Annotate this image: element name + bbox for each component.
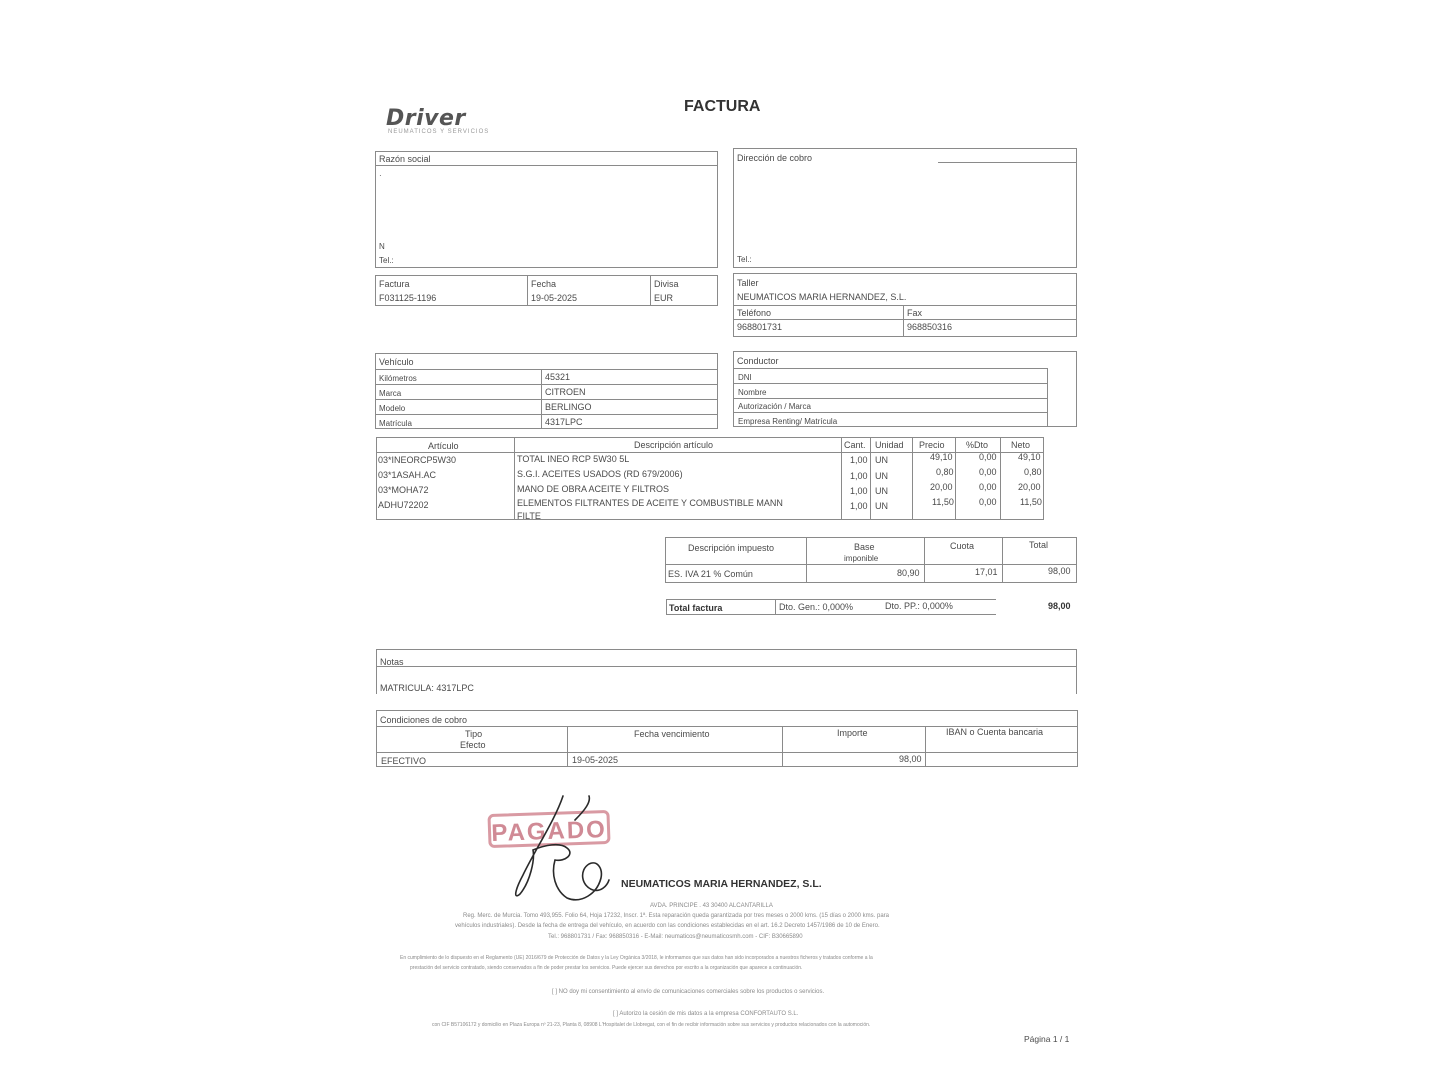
col-descripcion: Descripción artículo — [634, 440, 714, 450]
impuesto-col-cuota: Cuota — [950, 541, 975, 551]
table-row-4-precio: 11,50 — [932, 497, 954, 507]
footer-registro: Reg. Merc. de Murcia. Tomo 493,955. Folio 64, Hoja 17232, Inscr. 1ª. Esta reparación queda garantizada por tres meses o 2000 kms. (15 días o 2000 kms. para — [463, 913, 890, 919]
taller-telefono: 968801731 — [737, 322, 783, 332]
direccion-cobro-label: Dirección de cobro — [737, 153, 813, 163]
footer-lopd-1: En cumplimiento de lo dispuesto en el Reglamento (UE) 2016/679 de Protección de Datos y la Ley Orgánica 3/2018, le informamos que sus datos han sido incorporados a nuestros ficheros y tratados conforme a la — [400, 955, 873, 961]
table-row-1-neto: 49,10 — [1018, 452, 1041, 462]
table-row-2-cant: 1,00 — [850, 471, 868, 481]
impuesto-descripcion: ES. IVA 21 % Común — [668, 569, 753, 579]
notas-label: Notas — [380, 657, 404, 667]
condiciones-col-tipo: Tipo — [465, 729, 483, 739]
impuesto-col-descripcion: Descripción impuesto — [688, 543, 775, 553]
notas-text: MATRICULA: 4317LPC — [380, 683, 474, 693]
col-precio: Precio — [919, 440, 945, 450]
condiciones-label: Condiciones de cobro — [380, 715, 468, 725]
taller-name: NEUMATICOS MARIA HERNANDEZ, S.L. — [737, 292, 907, 302]
taller-label: Taller — [737, 278, 759, 288]
table-row-3-unidad: UN — [875, 486, 888, 496]
table-row-1-precio: 49,10 — [930, 452, 953, 462]
table-row-3-precio: 20,00 — [930, 482, 953, 492]
page-number: Página 1 / 1 — [1024, 1034, 1070, 1044]
company-signature-name: NEUMATICOS MARIA HERNANDEZ, S.L. — [621, 878, 822, 890]
cliente-line-n: N — [379, 242, 385, 251]
razon-social-label: Razón social — [379, 154, 431, 164]
table-row-1-articulo: 03*INEORCP5W30 — [378, 455, 457, 465]
conductor-nombre: Nombre — [738, 388, 767, 397]
footer-lopd-2: prestación del servicio contratado, siendo conservados a fin de poder prestar los servicios. Puede ejercer sus derechos por escrito a la organización que aparece a continuación. — [410, 965, 803, 971]
total-factura-label: Total factura — [669, 603, 723, 613]
impuesto-col-total: Total — [1029, 540, 1049, 550]
table-row-2-articulo: 03*1ASAH.AC — [378, 470, 437, 480]
total-factura-value: 98,00 — [1048, 601, 1071, 611]
total-factura-dto-pp: Dto. PP.: 0,000% — [885, 601, 953, 611]
table-row-2-descripcion: S.G.I. ACEITES USADOS (RD 679/2006) — [517, 469, 683, 479]
cliente-line-1: · — [379, 171, 382, 180]
footer-contacto: Tel.: 968801731 / Fax: 968850316 - E-Mail: neumaticos@neumaticosmh.com - CIF: B30665890 — [548, 934, 803, 940]
notas-box — [376, 649, 1077, 694]
condiciones-col-importe: Importe — [837, 728, 868, 738]
vehiculo-modelo-label: Modelo — [379, 404, 406, 413]
impuesto-col-base: Base — [854, 542, 875, 552]
col-dto: %Dto — [966, 440, 989, 450]
condiciones-tipo: EFECTIVO — [381, 756, 427, 766]
taller-telefono-label: Teléfono — [737, 308, 772, 318]
table-row-1-descripcion: TOTAL INEO RCP 5W30 5L — [517, 454, 630, 464]
col-unidad: Unidad — [875, 440, 904, 450]
vehiculo-marca: CITROEN — [545, 387, 586, 397]
vehiculo-km: 45321 — [545, 372, 571, 382]
table-row-4-descripcion: ELEMENTOS FILTRANTES DE ACEITE Y COMBUSTIBLE MANN — [517, 498, 783, 508]
factura-divisa-label: Divisa — [654, 279, 679, 289]
condiciones-importe: 98,00 — [899, 754, 922, 764]
table-row-4-dto: 0,00 — [979, 497, 997, 507]
table-row-1-unidad: UN — [875, 455, 888, 465]
conductor-autorizacion: Autorización / Marca — [738, 402, 811, 411]
table-row-4-unidad: UN — [875, 501, 888, 511]
table-row-4-cant: 1,00 — [850, 501, 868, 511]
table-row-4-neto: 11,50 — [1020, 497, 1042, 507]
footer-lopd-5: con CIF B57106172 y domicilio en Plaza Europa nº 21-23, Planta 8, 08908 L'Hospitalet de Llobregat, con el fin de recibir información sobre sus servicios y productos relacionados con la automoción. — [432, 1022, 871, 1028]
table-row-3-cant: 1,00 — [850, 486, 868, 496]
vehiculo-label: Vehículo — [379, 357, 414, 367]
table-row-3-dto: 0,00 — [979, 482, 997, 492]
table-row-1-cant: 1,00 — [850, 455, 868, 465]
table-row-4-descripcion-cont: FILTE — [517, 511, 541, 521]
taller-fax: 968850316 — [907, 322, 953, 332]
driver-logo: Driver — [386, 106, 466, 131]
impuesto-total: 98,00 — [1048, 566, 1071, 576]
factura-divisa: EUR — [654, 293, 674, 303]
condiciones-fecha: 19-05-2025 — [572, 755, 619, 765]
table-row-2-neto: 0,80 — [1024, 467, 1042, 477]
conductor-label: Conductor — [737, 356, 779, 366]
taller-fax-label: Fax — [907, 308, 923, 318]
document-title: FACTURA — [684, 98, 761, 115]
conductor-empresa: Empresa Renting/ Matrícula — [738, 417, 838, 426]
pagado-stamp: PAGADO — [487, 810, 610, 848]
direccion-tel: Tel.: — [737, 255, 752, 264]
impuesto-cuota: 17,01 — [975, 567, 998, 577]
razon-social-box — [375, 151, 718, 268]
table-row-2-precio: 0,80 — [936, 467, 954, 477]
factura-fecha: 19-05-2025 — [531, 293, 578, 303]
condiciones-col-iban: IBAN o Cuenta bancaria — [946, 727, 1044, 737]
condiciones-col-tipo-2: Efecto — [460, 740, 486, 750]
vehiculo-matricula-label: Matrícula — [379, 419, 412, 428]
impuesto-col-base-2: imponible — [844, 554, 879, 563]
factura-number-label: Factura — [379, 279, 410, 289]
factura-fecha-label: Fecha — [531, 279, 557, 289]
factura-number: F031125-1196 — [379, 293, 437, 303]
footer-lopd-4: [ ] Autorizo la cesión de mis datos a la empresa CONFORTAUTO S.L. — [613, 1011, 799, 1017]
cliente-tel: Tel.: — [379, 256, 394, 265]
signature — [505, 790, 615, 905]
vehiculo-matricula: 4317LPC — [545, 417, 583, 427]
driver-logo-subtitle: NEUMATICOS Y SERVICIOS — [388, 129, 490, 135]
footer-lopd-3: [ ] NO doy mi consentimiento al envío de comunicaciones comerciales sobre los productos o servicios. — [552, 989, 825, 995]
vehiculo-marca-label: Marca — [379, 389, 402, 398]
vehiculo-modelo: BERLINGO — [545, 402, 592, 412]
footer-registro-2: vehículos industriales). Desde la fecha de entrega del vehículo, en acuerdo con las condiciones establecidas en el art. 16.2 Decreto 1457/1986 de 10 de Enero. — [455, 923, 880, 929]
table-row-1-dto: 0,00 — [979, 452, 997, 462]
total-factura-dto-gen: Dto. Gen.: 0,000% — [779, 602, 854, 612]
col-cant: Cant. — [844, 440, 866, 450]
condiciones-col-fecha: Fecha vencimiento — [634, 729, 710, 739]
table-row-2-dto: 0,00 — [979, 467, 997, 477]
col-articulo: Artículo — [428, 441, 459, 451]
table-row-3-descripcion: MANO DE OBRA ACEITE Y FILTROS — [517, 484, 670, 494]
table-row-3-articulo: 03*MOHA72 — [378, 485, 429, 495]
table-row-3-neto: 20,00 — [1018, 482, 1041, 492]
impuesto-base: 80,90 — [897, 568, 920, 578]
conductor-dni: DNI — [738, 373, 752, 382]
footer-address: AVDA. PRINCIPE . 43 30400 ALCANTARILLA — [650, 903, 773, 909]
direccion-cobro-box — [733, 148, 1077, 268]
col-neto: Neto — [1011, 440, 1031, 450]
vehiculo-km-label: Kilómetros — [379, 374, 417, 383]
table-row-2-unidad: UN — [875, 471, 888, 481]
table-row-4-articulo: ADHU72202 — [378, 500, 429, 510]
